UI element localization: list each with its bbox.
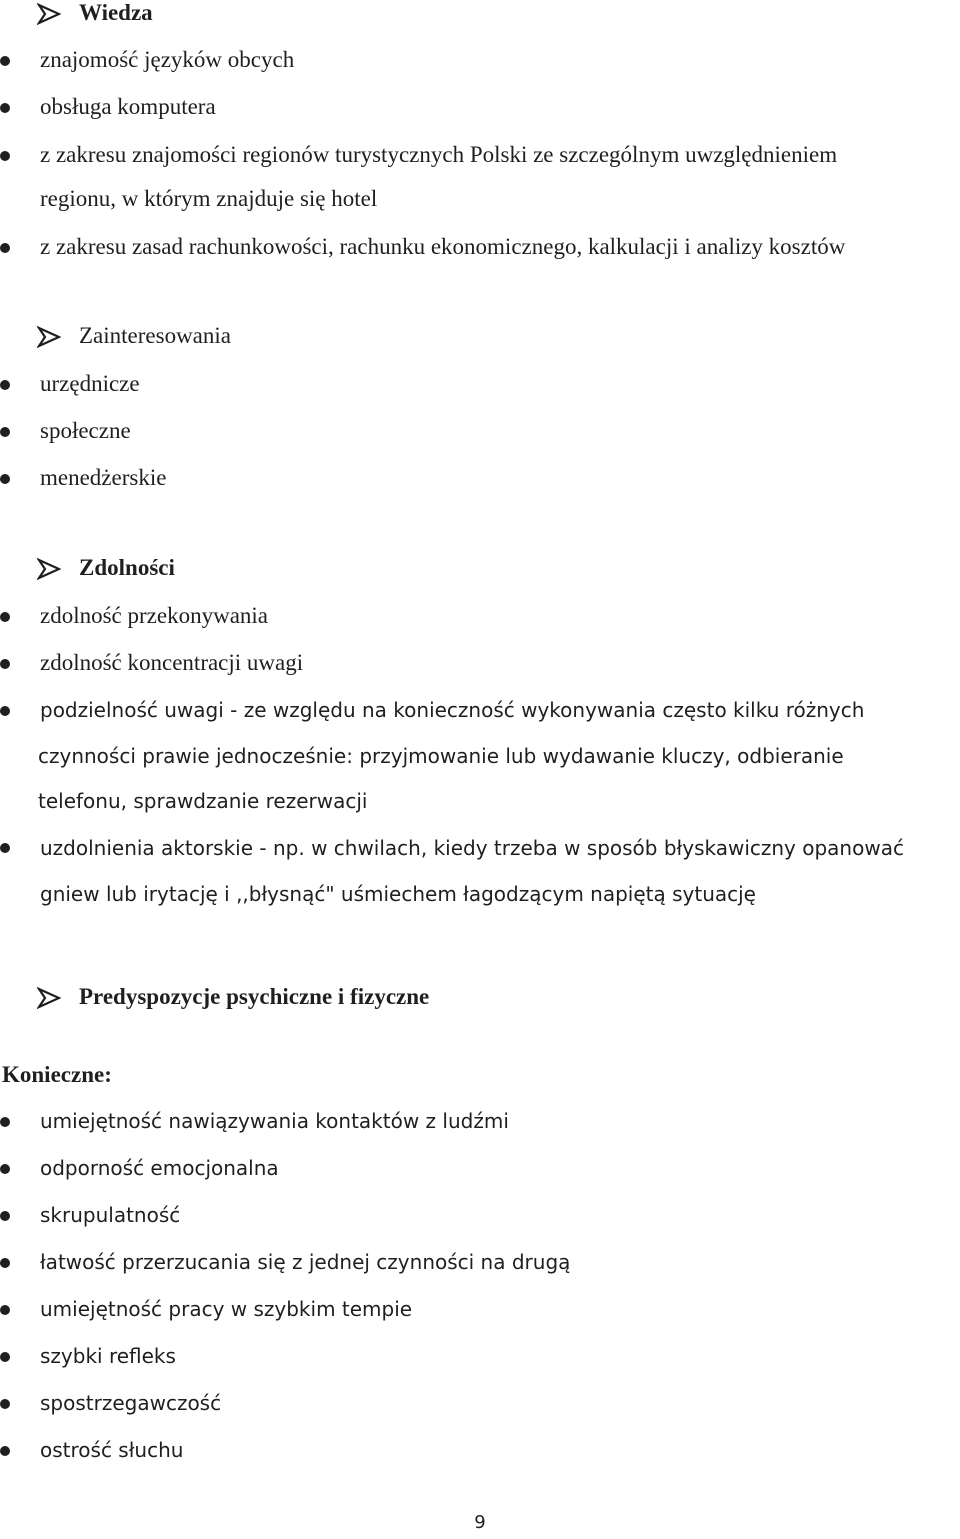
arrow-bullet-icon	[37, 326, 61, 348]
list-item: zdolność przekonywania	[40, 603, 269, 628]
list-item: spostrzegawczość	[40, 1391, 222, 1415]
bullet-icon	[0, 706, 10, 716]
bullet-icon	[0, 1164, 10, 1174]
list-item: podzielność uwagi - ze względu na konieczność wykonywania często kilku różnych	[40, 698, 865, 722]
bullet-icon	[0, 56, 10, 66]
list-item: skrupulatność	[40, 1203, 181, 1227]
list-item: uzdolnienia aktorskie - np. w chwilach, kiedy trzeba w sposób błyskawiczny opanować	[40, 836, 904, 860]
list-item: umiejętność pracy w szybkim tempie	[40, 1297, 413, 1321]
list-item: ostrość słuchu	[40, 1438, 184, 1462]
section-heading-predyspozycje	[0, 984, 960, 1014]
bullet-icon	[0, 474, 10, 484]
bullet-icon	[0, 151, 10, 161]
section-title: Zainteresowania	[79, 323, 231, 348]
arrow-bullet-icon	[37, 558, 61, 580]
bullet-icon	[0, 1399, 10, 1409]
section-title: Wiedza	[79, 0, 153, 25]
bullet-icon	[0, 612, 10, 622]
list-item-continuation: gniew lub irytację i ,,błysnąć" uśmiechem łagodzącym napiętą sytuację	[40, 882, 756, 906]
section-heading-wiedza	[0, 0, 960, 30]
list-item: menedżerskie	[40, 465, 167, 490]
bullet-icon	[0, 1352, 10, 1362]
bullet-icon	[0, 1305, 10, 1315]
page-number: 9	[474, 1512, 486, 1533]
list-item-continuation: regionu, w którym znajduje się hotel	[40, 186, 378, 211]
list-item: umiejętność nawiązywania kontaktów z ludźmi	[40, 1109, 509, 1133]
bullet-icon	[0, 1211, 10, 1221]
bullet-icon	[0, 1117, 10, 1127]
section-heading-zainteresowania	[0, 323, 960, 353]
arrow-bullet-icon	[37, 987, 61, 1009]
arrow-bullet-icon	[37, 3, 61, 25]
list-item: z zakresu zasad rachunkowości, rachunku ekonomicznego, kalkulacji i analizy kosztów	[40, 234, 846, 259]
list-item-continuation: czynności prawie jednocześnie: przyjmowanie lub wydawanie kluczy, odbieranie	[38, 744, 844, 768]
list-item: łatwość przerzucania się z jednej czynności na drugą	[40, 1250, 571, 1274]
list-item: znajomość języków obcych	[40, 47, 295, 72]
section-heading-zdolnosci	[0, 555, 960, 585]
bullet-icon	[0, 243, 10, 253]
section-title: Zdolności	[79, 555, 175, 580]
list-item: szybki refleks	[40, 1344, 176, 1368]
list-item: urzędnicze	[40, 371, 140, 396]
list-item: obsługa komputera	[40, 94, 216, 119]
subheading-konieczne: Konieczne:	[2, 1062, 112, 1087]
bullet-icon	[0, 1446, 10, 1456]
bullet-icon	[0, 380, 10, 390]
bullet-icon	[0, 103, 10, 113]
list-item-continuation: telefonu, sprawdzanie rezerwacji	[38, 789, 368, 813]
bullet-icon	[0, 659, 10, 669]
bullet-icon	[0, 427, 10, 437]
bullet-icon	[0, 843, 10, 853]
list-item: społeczne	[40, 418, 131, 443]
bullet-icon	[0, 1258, 10, 1268]
section-title: Predyspozycje psychiczne i fizyczne	[79, 984, 430, 1009]
list-item: odporność emocjonalna	[40, 1156, 279, 1180]
list-item: zdolność koncentracji uwagi	[40, 650, 304, 675]
list-item: z zakresu znajomości regionów turystycznych Polski ze szczególnym uwzględnieniem	[40, 142, 838, 167]
